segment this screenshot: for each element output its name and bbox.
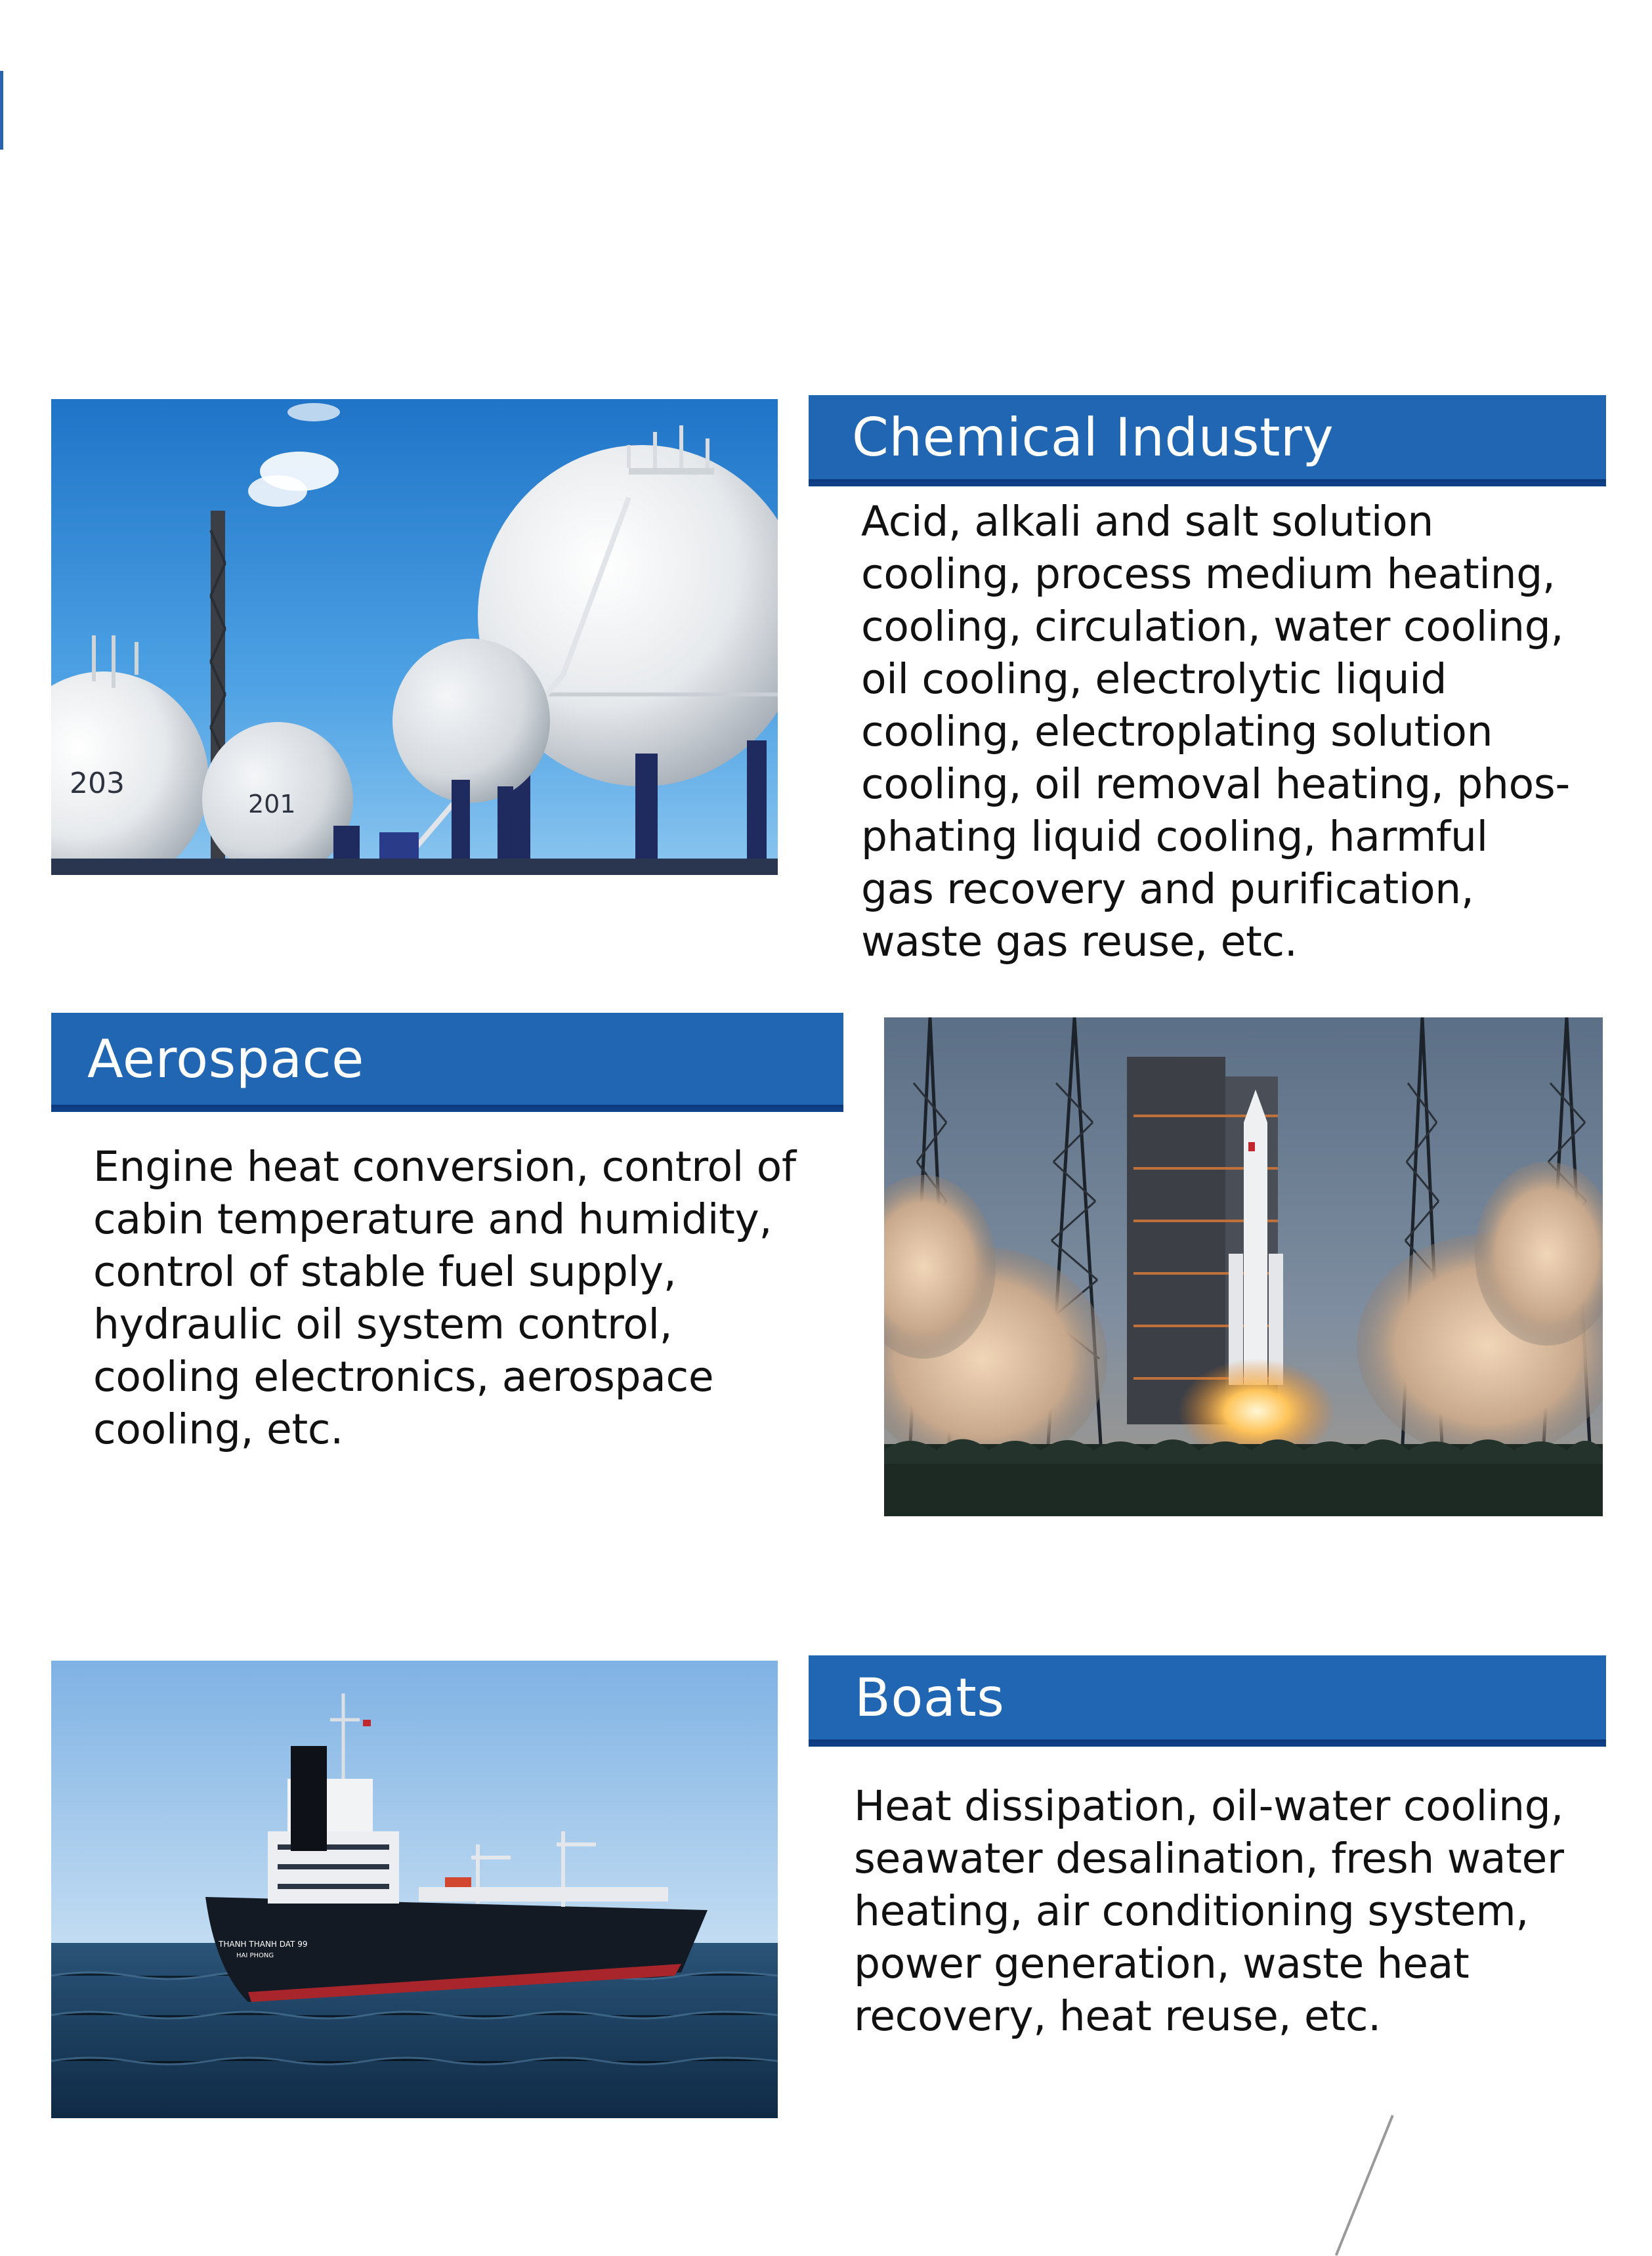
boats-title: Boats: [855, 1667, 1005, 1728]
chemical-industry-title: Chemical Industry: [852, 406, 1334, 468]
chemical-industry-banner: [809, 395, 1606, 482]
page-edge-marker: [0, 71, 3, 150]
boats-description: Heat dissipation, oil-water cooling, seawater desalination, fresh water heating, air conditioning system, power generation, waste heat recovery, heat reuse, etc.: [854, 1782, 1564, 2040]
ship-port-text: HAI PHONG: [236, 1952, 274, 1959]
tank-number-201: 201: [248, 790, 296, 819]
chemical-industry-description: Acid, alkali and salt solution cooling, process medium heating, cooling, circulation, water cooling, oil cooling, electrolytic liquid cooling, electroplating solution cooling, oil removal heating, phos- phating liquid cooling, harmful gas recovery and purification, waste gas reuse, etc.: [861, 498, 1570, 966]
chemical-industry-photo: [51, 399, 778, 875]
aerospace-banner: [51, 1013, 843, 1107]
boats-photo: [51, 1661, 778, 2118]
tank-number-203: 203: [70, 767, 125, 800]
ship-name-text: THANH THANH DAT 99: [219, 1940, 308, 1949]
aerospace-photo: [884, 1017, 1603, 1516]
decorative-diagonal-line: [1335, 2115, 1394, 2256]
boats-banner: [809, 1655, 1606, 1742]
aerospace-title: Aerospace: [87, 1028, 364, 1090]
aerospace-description: Engine heat conversion, control of cabin temperature and humidity, control of stable fuel supply, hydraulic oil system control, cooling electronics, aerospace cooling, etc.: [93, 1143, 796, 1453]
